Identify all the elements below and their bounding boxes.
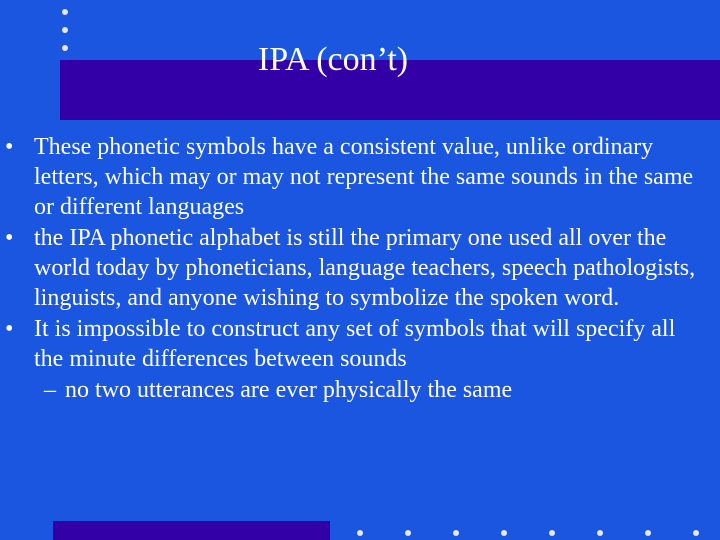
decor-dot xyxy=(405,530,411,536)
bullet-text: the IPA phonetic alphabet is still the primary one used all over the world today by phoneticians, language teachers, speech pathologists, linguists, and anyone wishing to symbolize the spoken word. xyxy=(34,225,696,311)
decor-dot xyxy=(62,9,68,15)
sub-bullet-text: no two utterances are ever physically the same xyxy=(65,377,513,403)
decor-dot xyxy=(597,530,603,536)
slide-body xyxy=(0,132,700,405)
decor-dot xyxy=(453,530,459,536)
sub-bullet-item xyxy=(0,375,700,405)
decor-dot xyxy=(501,530,507,536)
bullet-marker: • xyxy=(5,316,14,342)
decor-dot xyxy=(357,530,363,536)
bullet-item xyxy=(0,132,700,222)
bullet-item xyxy=(0,314,700,374)
bullet-text: It is impossible to construct any set of symbols that will specify all the minute differences between sounds xyxy=(34,316,676,372)
decor-dot xyxy=(645,530,651,536)
bottom-band xyxy=(53,521,330,540)
bullet-text: These phonetic symbols have a consistent value, unlike ordinary letters, which may or may not represent the same sounds in the same or different languages xyxy=(34,134,694,220)
bullet-marker: • xyxy=(5,134,14,160)
bullet-item xyxy=(0,223,700,313)
slide-title: IPA (con’t) xyxy=(257,41,409,78)
bullet-marker: • xyxy=(5,225,14,251)
sub-bullet-marker: – xyxy=(44,377,56,403)
decor-dot xyxy=(62,27,68,33)
decor-dot xyxy=(693,530,699,536)
decor-dot xyxy=(549,530,555,536)
